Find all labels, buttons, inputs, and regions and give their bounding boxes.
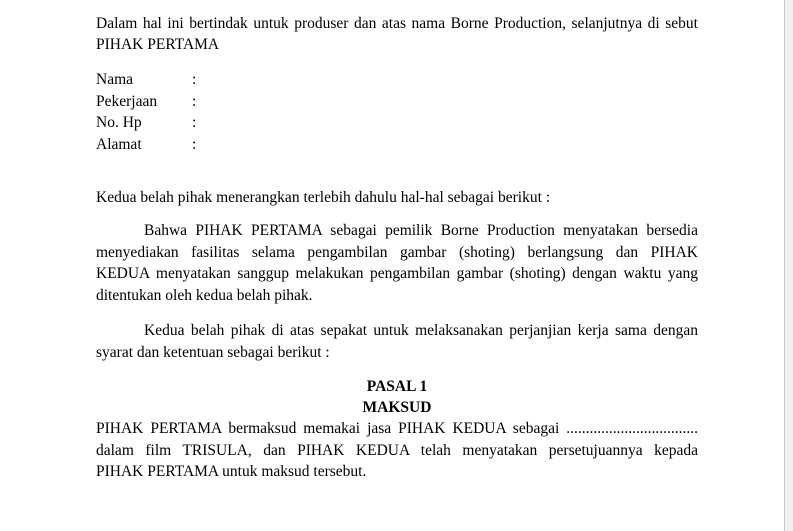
pasal-number: PASAL 1 <box>366 378 428 395</box>
field-colon: : <box>192 92 197 110</box>
field-row-nama <box>96 69 698 91</box>
paragraph-2-line: syarat dan ketentuan sebagai berikut : <box>96 343 330 361</box>
intro-line-2: PIHAK PERTAMA <box>96 36 220 53</box>
paragraph-1 <box>96 220 698 306</box>
field-row-alamat <box>96 134 698 156</box>
field-colon: : <box>192 135 197 153</box>
field-label: Pekerjaan <box>96 92 158 110</box>
field-label: Alamat <box>96 135 142 153</box>
pasal-line: dalam film TRISULA, dan PIHAK KEDUA telah menyatakan persetujuannya kepada <box>96 441 698 459</box>
paragraph-1-line: Bahwa PIHAK PERTAMA sebagai pemilik Borne Production menyatakan bersedia <box>144 222 698 239</box>
intro-line-1: Dalam hal ini bertindak untuk produser dan atas nama Borne Production, selanjutnya di sebut <box>96 15 698 32</box>
paragraph-1-line: menyediakan fasilitas selama pengambilan gambar (shoting) berlangsung dan PIHAK <box>96 243 698 261</box>
field-row-no-hp <box>96 112 698 134</box>
field-row-pekerjaan <box>96 91 698 113</box>
pasal-line: PIHAK PERTAMA untuk maksud tersebut. <box>96 463 367 480</box>
pasal-paragraph <box>96 418 698 483</box>
field-label: Nama <box>96 71 134 88</box>
pasal-line: PIHAK PERTAMA bermaksud memakai jasa PIHAK KEDUA sebagai .................................. <box>96 420 698 437</box>
paragraph-2-line: Kedua belah pihak di atas sepakat untuk melaksanakan perjanjian kerja sama dengan <box>144 322 698 339</box>
paragraph-1-line: KEDUA menyatakan sanggup melakukan pengambilan gambar (shoting) dengan waktu yang <box>96 265 698 282</box>
pasal-title: MAKSUD <box>362 399 432 416</box>
field-colon: : <box>192 114 197 131</box>
identity-fields <box>96 69 698 155</box>
field-label: No. Hp <box>96 114 142 131</box>
paragraph-1-line: ditentukan oleh kedua belah pihak. <box>96 286 313 304</box>
statement-text: Kedua belah pihak menerangkan terlebih dahulu hal-hal sebagai berikut : <box>96 189 551 206</box>
field-colon: : <box>192 71 197 88</box>
paragraph-2 <box>96 320 698 363</box>
